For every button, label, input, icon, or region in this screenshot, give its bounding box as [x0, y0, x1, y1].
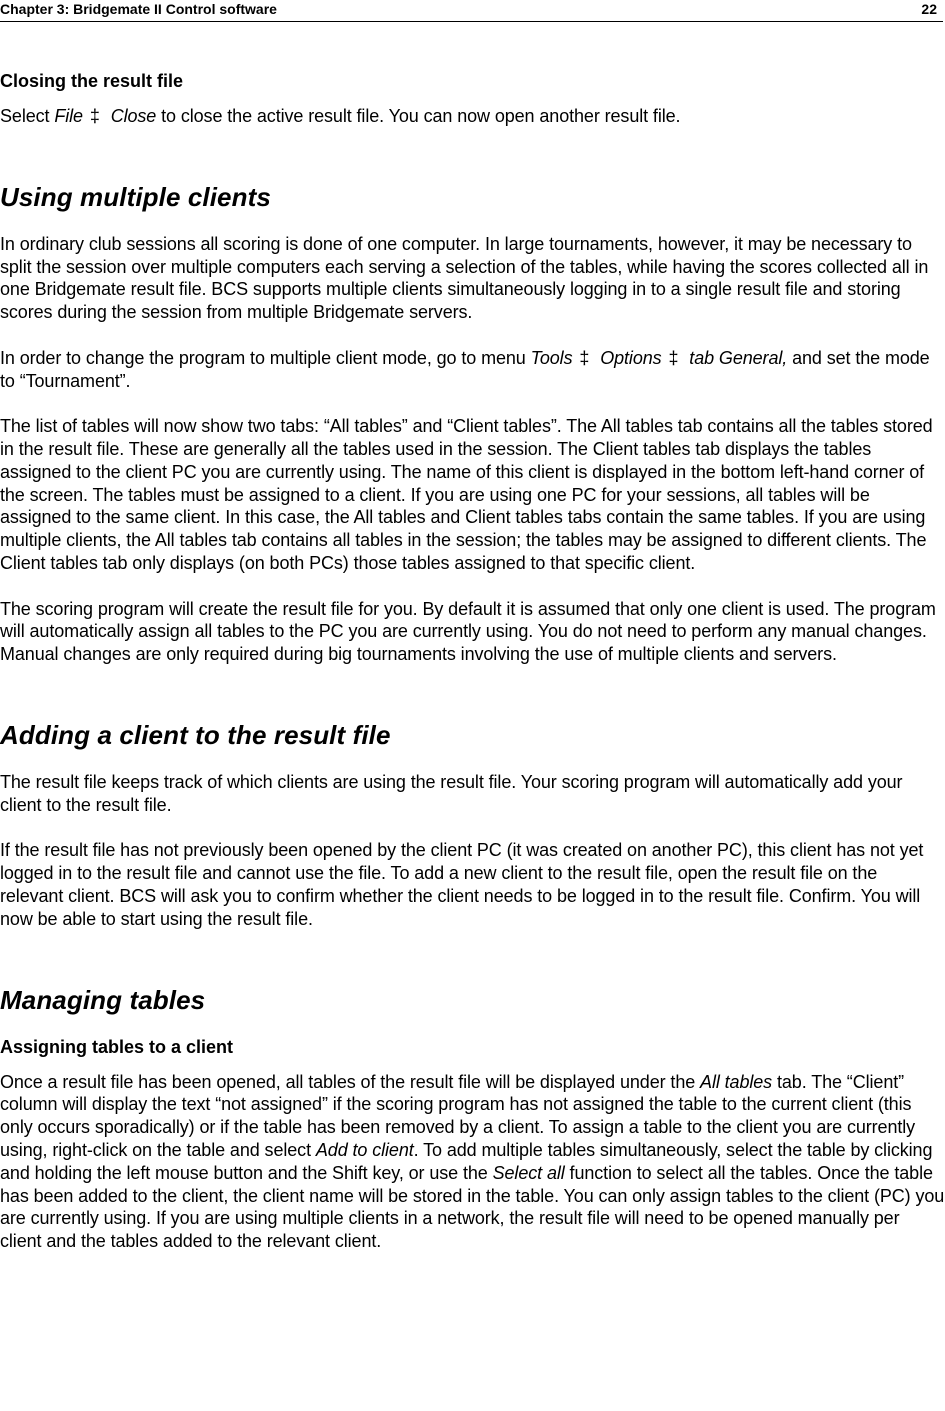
select-all-ref: Select all [492, 1162, 565, 1183]
multiple-paragraph-4: The scoring program will create the result file for you. By default it is assumed that only one client is used. The program will automatically assign all tables to the PC you are currently using. You do not need to perform any manual changes. Manual changes are only required during big tournaments involving the use of multiple clients and servers. [0, 598, 936, 665]
adding-client-heading: Adding a client to the result file [0, 719, 391, 750]
assigning-end-text: function to select all the tables. Once the table has been added to the client, the client name will be stored in the table. You can only assign tables to the client (PC) you are currently using. If you are using multiple clients in a network, the result file will need to be opened manually per client and the tables added to the relevant client. [0, 1162, 945, 1252]
multiple-paragraph-1: In ordinary club sessions all scoring is done of one computer. In large tournaments, however, it may be necessary to split the session over multiple computers each serving a selection of the tables, while having the scores collected all in one Bridgemate result file. BCS supports multiple clients simultaneously logging in to a single result file and storing scores during the session from multiple Bridgemate servers. [0, 233, 929, 323]
page-header [0, 0, 943, 22]
closing-select-text: Select [0, 106, 55, 126]
page-number: 22 [921, 1, 937, 17]
assigning-paragraph [0, 1071, 945, 1253]
chapter-title: Chapter 3: Bridgemate II Control software [0, 1, 277, 17]
adding-paragraph-1: The result file keeps track of which clients are using the result file. Your scoring program will automatically add your client to the result file. [0, 771, 903, 815]
closing-paragraph [0, 105, 945, 128]
assigning-mid-text: tab. The “Client” column will display the text “not assigned” if the scoring program has not assigned the table to the current client (this only occurs sporadically) or if the table has been removed by a client. To assign a table to the client you are currently using, right-click on the table and select [0, 1071, 916, 1160]
assigning-tables-heading: Assigning tables to a client [0, 1036, 234, 1057]
multiple-paragraph-2 [0, 347, 945, 393]
adding-paragraph-2: If the result file has not previously been opened by the client PC (it was created on another PC), this client has not yet logged in to the result file and cannot use the file. To add a new client to the result file, open the result file on the relevant client. BCS will ask you to confirm whether the client needs to be logged in to the result file. Confirm. You will now be able to start using the result file. [0, 840, 924, 929]
multiple-clients-heading: Using multiple clients [0, 181, 271, 212]
menu-tab-general: tab General, [689, 347, 788, 368]
assigning-mid2-text: . To add multiple tables simultaneously, select the table by clicking and holding the left mouse button and the Shift key, or use the [0, 1139, 933, 1183]
menu-arrow-icon: ‡ [89, 106, 100, 126]
page-content [0, 70, 945, 1253]
menu-file: File [54, 106, 83, 126]
assigning-intro-text: Once a result file has been opened, all tables of the result file will be displayed under the [0, 1071, 701, 1092]
add-to-client-ref: Add to client [315, 1139, 414, 1160]
managing-tables-heading: Managing tables [0, 984, 206, 1015]
menu-close: Close [110, 106, 157, 126]
mode-end-text: and set the mode to “Tournament”. [0, 347, 930, 391]
closing-heading: Closing the result file [0, 71, 184, 91]
menu-options: Options [600, 347, 662, 368]
menu-arrow-icon: ‡ [668, 347, 679, 368]
mode-intro-text: In order to change the program to multiple client mode, go to menu [0, 347, 531, 368]
multiple-paragraph-3: The list of tables will now show two tabs: “All tables” and “Client tables”. The All tables tab contains all the tables stored in the result file. These are generally all the tables used in the session. The Client tables tab displays the tables assigned to the client PC you are currently using. The name of this client is displayed in the bottom left-hand corner of the screen. The tables must be assigned to a client. If you are using one PC for your sessions, all tables will be assigned to the same client. In this case, the All tables and Client tables tabs contain the same tables. If you are using multiple clients, the All tables tab contains all tables in the session; the tables may be assigned to different clients. The Client tables tab only displays (on both PCs) those tables assigned to that specific client. [0, 416, 933, 573]
menu-tools: Tools [530, 347, 573, 368]
all-tables-tab-ref: All tables [700, 1071, 773, 1092]
closing-rest-text: to close the active result file. You can now open another result file. [156, 106, 681, 126]
menu-arrow-icon: ‡ [579, 347, 590, 368]
